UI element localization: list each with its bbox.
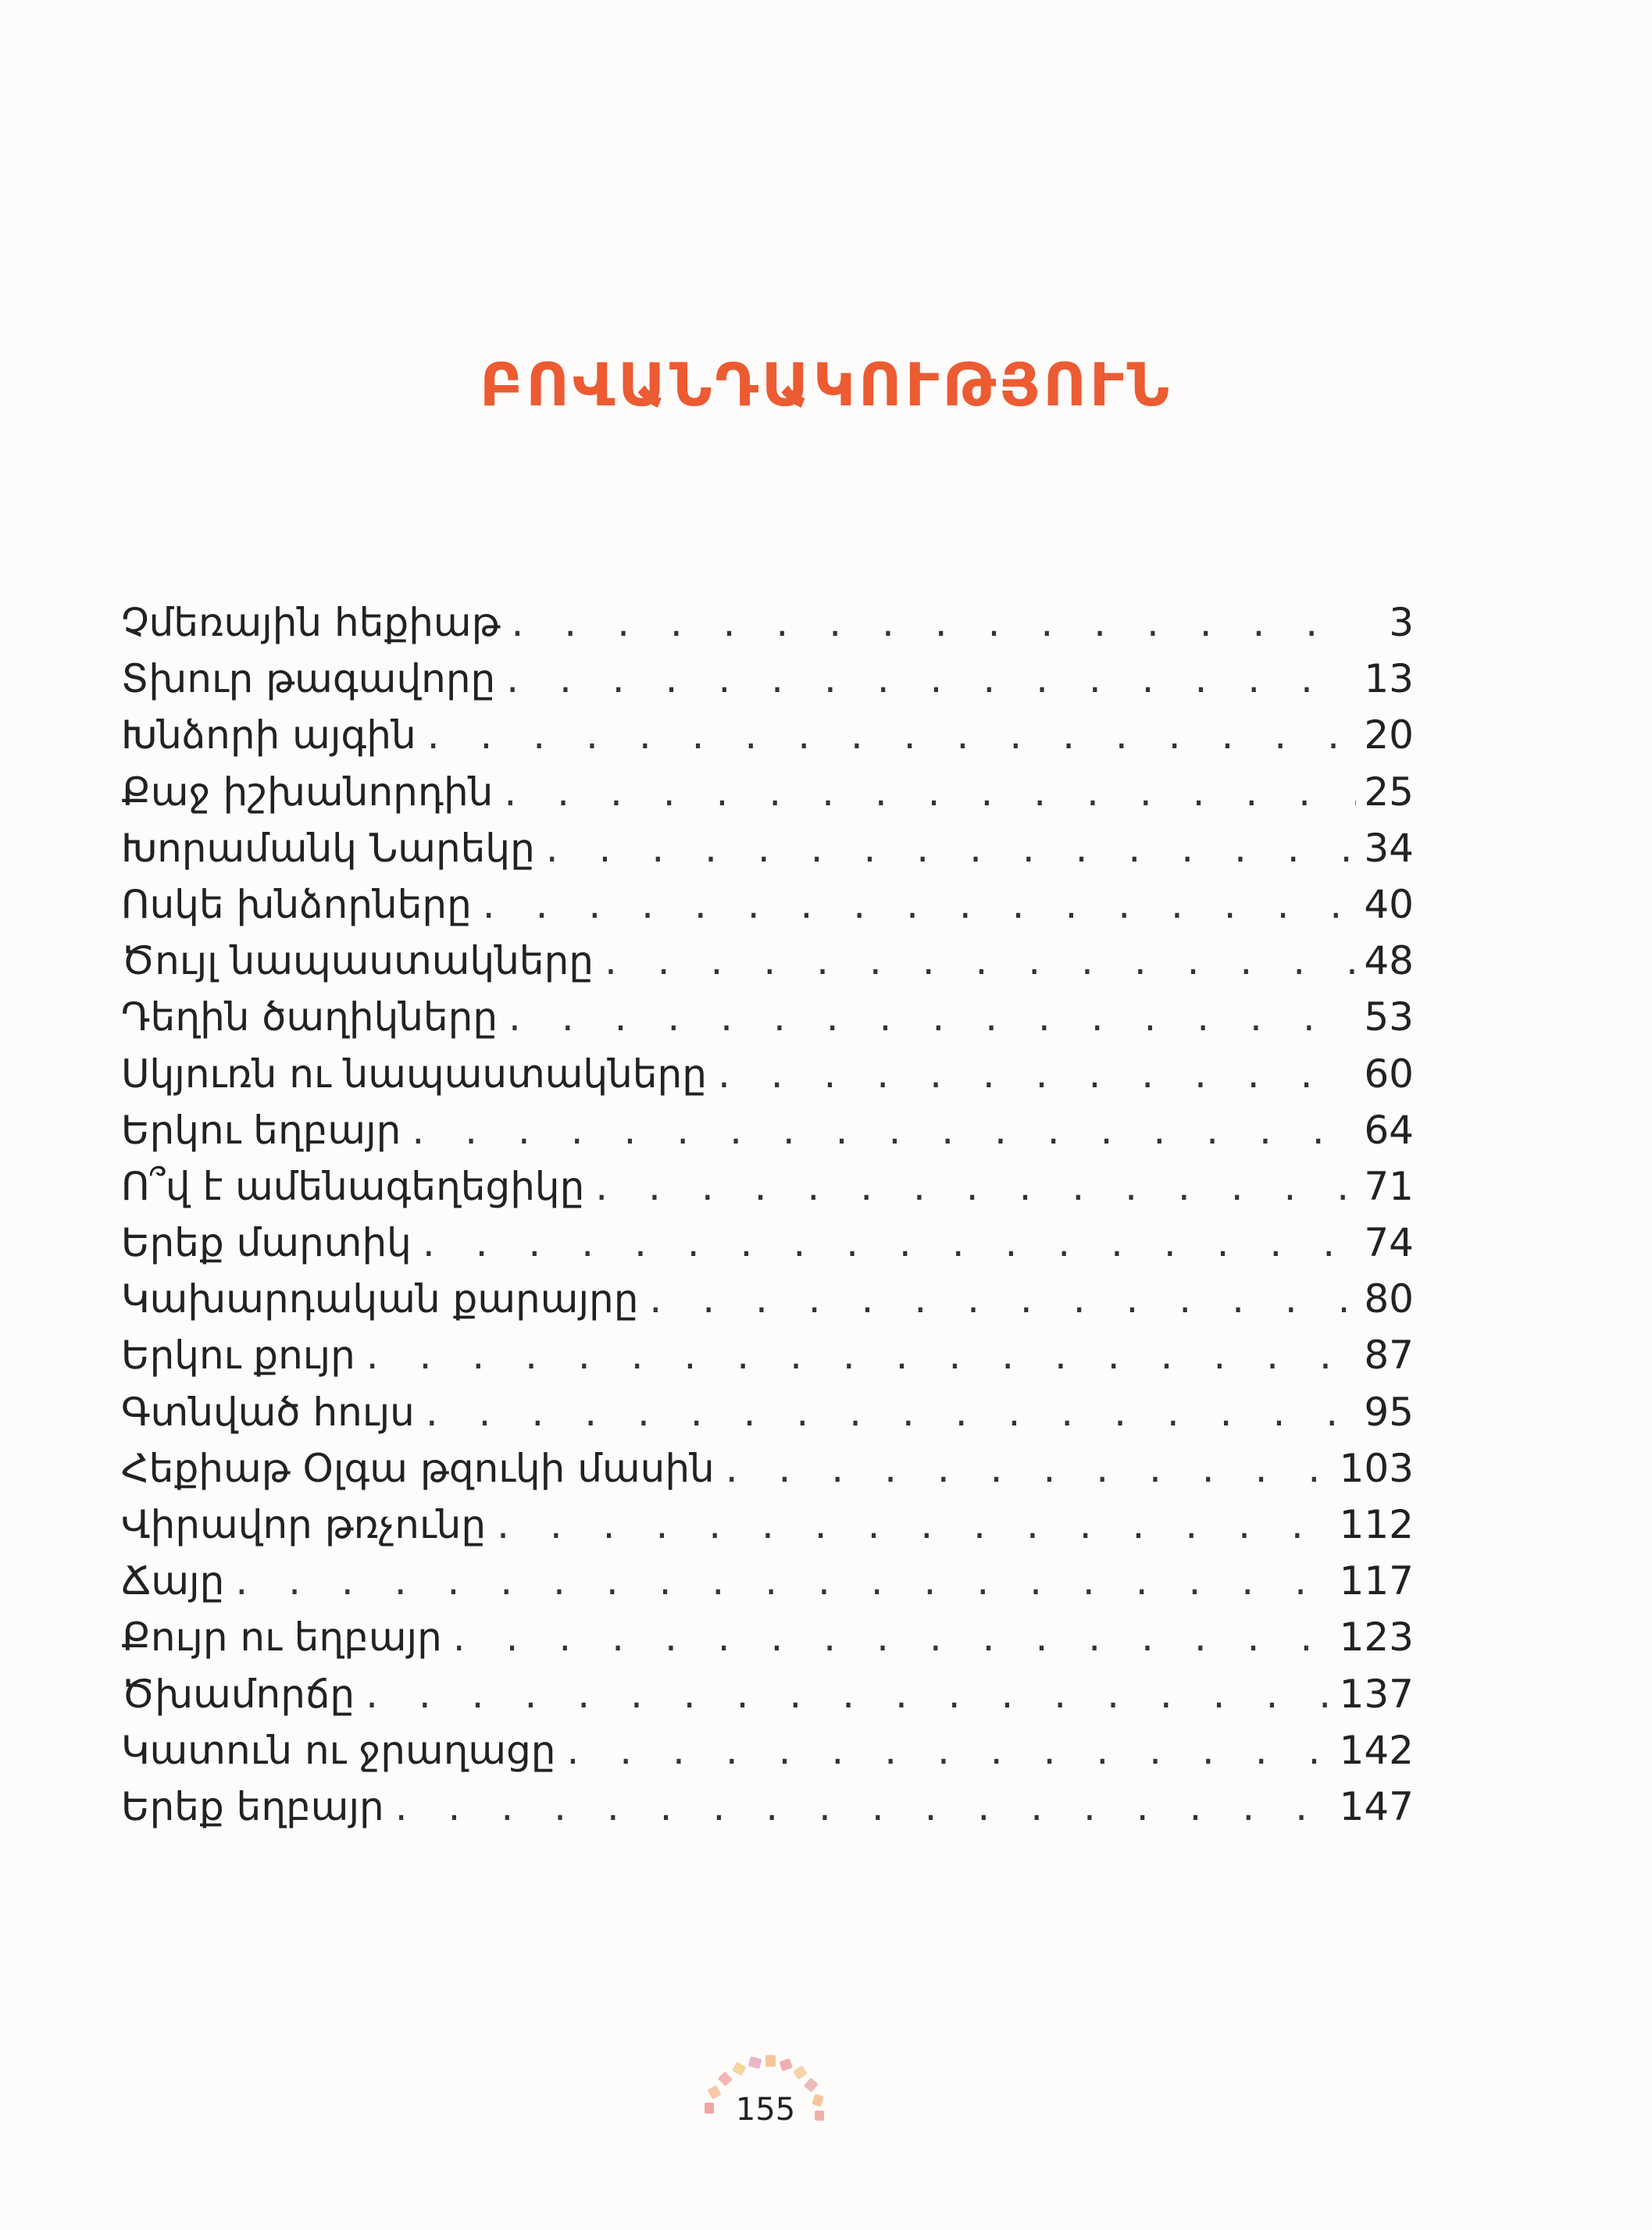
dot-leader [718, 1051, 1356, 1097]
dot-leader [427, 712, 1357, 758]
toc-entry-page: 71 [1364, 1163, 1414, 1209]
toc-entry-page: 3 [1389, 600, 1414, 645]
dot-leader [453, 1615, 1332, 1660]
toc-entry [121, 994, 1414, 1051]
toc-entry-title: Ո՞վ է ամենագեղեցիկը [121, 1163, 585, 1209]
toc-entry-page: 95 [1364, 1389, 1414, 1435]
table-of-contents [121, 600, 1414, 1840]
toc-entry [121, 938, 1414, 994]
toc-entry-page: 123 [1339, 1615, 1414, 1661]
toc-entry [121, 1502, 1414, 1558]
dot-leader [508, 994, 1356, 1040]
toc-entry-page: 147 [1339, 1783, 1414, 1829]
toc-entry-page: 48 [1364, 938, 1414, 984]
toc-entry-page: 13 [1364, 656, 1414, 702]
dot-leader [423, 1220, 1357, 1265]
toc-entry-title: Ծխամորճը [121, 1671, 355, 1717]
toc-entry [121, 656, 1414, 712]
toc-entry-page: 142 [1339, 1727, 1414, 1773]
toc-entry-title: Երեք մարտիկ [121, 1220, 412, 1266]
dot-leader [235, 1558, 1331, 1604]
toc-entry-page: 34 [1364, 825, 1414, 871]
toc-entry-page: 25 [1364, 769, 1414, 815]
toc-entry [121, 1558, 1414, 1615]
toc-entry-page: 20 [1364, 712, 1414, 758]
dot-leader [649, 1276, 1356, 1322]
toc-entry [121, 712, 1414, 769]
toc-entry [121, 1276, 1414, 1333]
toc-entry-title: Ոսկե խնձորները [121, 881, 472, 927]
dot-leader [395, 1784, 1332, 1829]
toc-entry-title: Խորամանկ Նարեկը [121, 825, 535, 871]
toc-entry-page: 60 [1364, 1051, 1414, 1097]
toc-entry-page: 103 [1339, 1445, 1414, 1491]
page-footer [687, 2031, 844, 2140]
dot-leader [726, 1446, 1332, 1491]
toc-entry-title: Քույր ու եղբայր [121, 1615, 442, 1661]
dot-leader [426, 1390, 1357, 1435]
toc-entry [121, 1446, 1414, 1502]
dot-leader [605, 938, 1356, 983]
toc-entry-title: Հեքիաթ Օլգա թզուկի մասին [121, 1445, 715, 1491]
dot-leader [366, 1333, 1357, 1378]
dot-leader [506, 656, 1356, 701]
toc-entry [121, 1164, 1414, 1220]
toc-entry-title: Երկու եղբայր [121, 1107, 401, 1153]
toc-entry-title: Քաջ իշխանորդին [121, 769, 494, 815]
toc-entry-page: 53 [1364, 994, 1414, 1040]
toc-entry [121, 1615, 1414, 1671]
dot-leader [412, 1108, 1356, 1153]
toc-entry [121, 1220, 1414, 1276]
toc-entry [121, 882, 1414, 938]
toc-entry-title: Վիրավոր թռչունը [121, 1502, 487, 1547]
toc-entry [121, 1784, 1414, 1840]
toc-entry-title: Խնձորի այգին [121, 712, 416, 758]
toc-entry-page: 112 [1339, 1502, 1414, 1547]
dot-leader [366, 1672, 1331, 1717]
toc-entry-title: Կախարդական քարայրը [121, 1276, 639, 1322]
toc-entry-title: Տխուր թագավորը [121, 656, 496, 702]
toc-entry [121, 769, 1414, 826]
toc-entry-page: 117 [1339, 1558, 1414, 1604]
toc-entry-page: 87 [1364, 1333, 1414, 1379]
toc-entry [121, 1333, 1414, 1389]
toc-entry [121, 600, 1414, 656]
toc-entry [121, 1051, 1414, 1108]
dot-leader [512, 600, 1360, 645]
dot-leader [497, 1502, 1331, 1547]
toc-entry [121, 1728, 1414, 1784]
toc-entry-page: 74 [1364, 1220, 1414, 1266]
dot-leader [595, 1164, 1356, 1209]
toc-entry-page: 64 [1364, 1107, 1414, 1153]
toc-entry-title: Չմեռային հեքիաթ [121, 600, 501, 645]
toc-entry [121, 826, 1414, 882]
toc-entry-page: 137 [1339, 1671, 1414, 1717]
toc-entry [121, 1390, 1414, 1446]
toc-entry-title: Դեղին ծաղիկները [121, 994, 498, 1040]
toc-entry-title: Գտնված հույս [121, 1389, 415, 1435]
toc-entry [121, 1108, 1414, 1164]
toc-entry-title: Կատուն ու ջրաղացը [121, 1727, 556, 1773]
toc-entry-title: Երկու քույր [121, 1333, 355, 1379]
toc-entry-page: 40 [1364, 881, 1414, 927]
dot-leader [546, 826, 1357, 871]
dot-leader [566, 1728, 1331, 1773]
toc-entry-title: Ծույլ նապաստակները [121, 938, 594, 984]
page-title: ԲՈՎԱՆԴԱԿՈՒԹՅՈՒՆ [479, 350, 1173, 419]
toc-entry-title: Երեք եղբայր [121, 1783, 384, 1829]
toc-entry-page: 80 [1364, 1276, 1414, 1322]
page-number: 155 [735, 2092, 796, 2128]
dot-leader [504, 769, 1356, 815]
dot-leader [483, 882, 1357, 927]
toc-entry [121, 1672, 1414, 1728]
toc-entry-title: Ճայը [121, 1558, 225, 1604]
toc-entry-title: Սկյուռն ու նապաստակները [121, 1051, 707, 1097]
